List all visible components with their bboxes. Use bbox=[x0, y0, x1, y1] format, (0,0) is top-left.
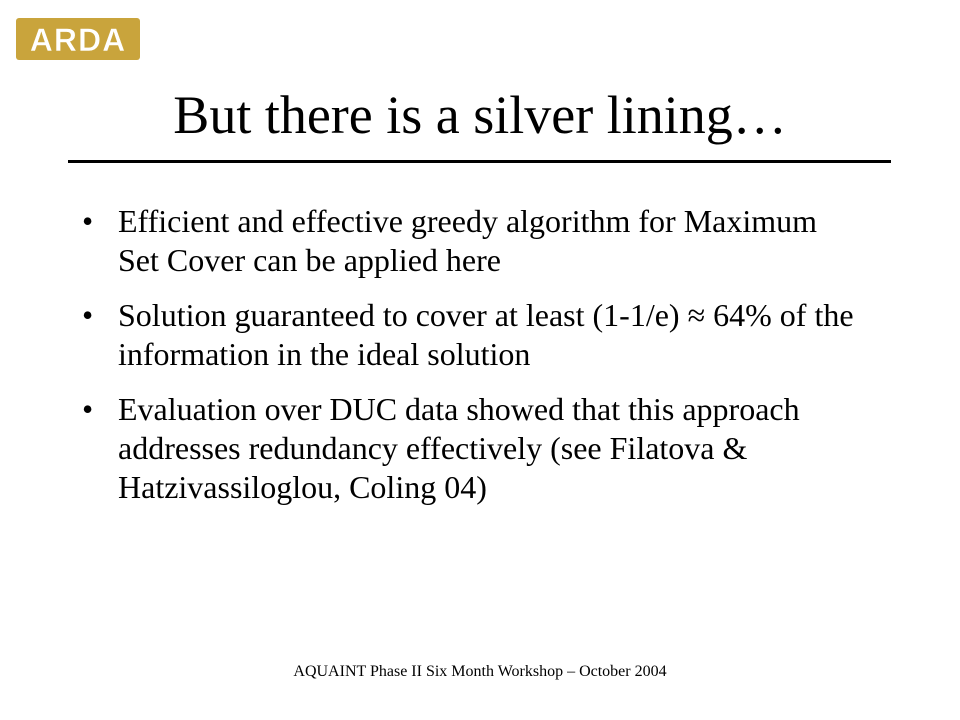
bullet-text: Evaluation over DUC data showed that this approach addresses redundancy effectively (see Filatova & Hatzivassiloglou, Coling 04) bbox=[118, 391, 800, 505]
title-divider bbox=[68, 160, 891, 163]
arda-logo bbox=[16, 18, 140, 60]
bullet-marker: • bbox=[82, 391, 94, 427]
bullet-marker: • bbox=[82, 297, 94, 333]
bullet-list bbox=[82, 202, 862, 523]
slide-title: But there is a silver lining… bbox=[173, 85, 787, 145]
slide-footer: AQUAINT Phase II Six Month Workshop – October 2004 bbox=[293, 663, 667, 680]
bullet-item bbox=[82, 202, 862, 280]
svg-text:ARDA: ARDA bbox=[29, 22, 127, 58]
arda-logo-graphic bbox=[16, 18, 140, 60]
bullet-item bbox=[82, 390, 862, 507]
bullet-item bbox=[82, 296, 862, 374]
bullet-marker: • bbox=[82, 203, 94, 239]
bullet-text: Solution guaranteed to cover at least (1-1/e) ≈ 64% of the information in the ideal solution bbox=[118, 297, 854, 372]
bullet-text: Efficient and effective greedy algorithm for Maximum Set Cover can be applied here bbox=[118, 203, 818, 278]
